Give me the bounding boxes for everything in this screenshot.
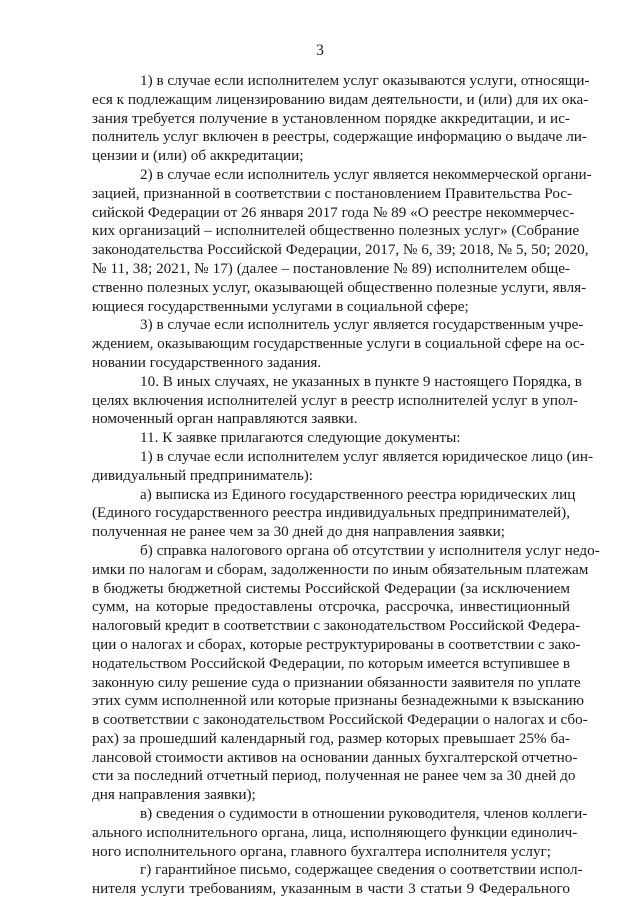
text-line: № 11, 38; 2021, № 17) (далее – постановление № 89) исполнителем обще- [92, 259, 570, 277]
text-line: дня направления заявки); [92, 786, 256, 804]
text-line: полученная не ранее чем за 30 дней до дня направления заявки; [92, 523, 505, 541]
paragraph [92, 541, 600, 805]
text-line: (Единого государственного реестра индивидуальных предпринимателей), [92, 504, 570, 522]
text-line: лансовой стоимости активов на основании данных бухгалтерской отчетно- [92, 748, 578, 766]
text-line: ственно полезных услуг, оказывающей общественно полезные услуги, явля- [92, 278, 587, 296]
text-line: зацией, признанной в соответствии с постановлением Правительства Рос- [92, 184, 573, 202]
text-line: нителя услуги требованиям, указанным в части 3 статьи 9 Федерального [92, 880, 570, 898]
text-line: ного исполнительного органа, главного бухгалтера исполнителя услуг; [92, 842, 552, 860]
page-number: 3 [316, 42, 324, 59]
text-line: полнитель услуг включен в реестры, содержащие информацию о выдаче ли- [92, 128, 587, 146]
text-line: номоченный орган направляются заявки. [92, 410, 358, 428]
text-line: законодательства Российской Федерации, 2017, № 6, 39; 2018, № 5, 50; 2020, [92, 241, 589, 259]
text-line: в) сведения о судимости в отношении руководителя, членов коллеги- [140, 805, 588, 823]
text-line: а) выписка из Единого государственного реестра юридических лиц [140, 485, 576, 503]
text-line: 10. В иных случаях, не указанных в пункте 9 настоящего Порядка, в [140, 372, 582, 390]
paragraph [92, 805, 588, 861]
paragraph [92, 316, 585, 372]
text-line: 3) в случае если исполнитель услуг является государственным учре- [140, 316, 584, 334]
paragraph [92, 485, 576, 542]
text-line: сийской Федерации от 26 января 2017 года № 89 «О реестре некоммерчес- [92, 203, 575, 221]
text-line: 1) в случае если исполнителем услуг является юридическое лицо (ин- [140, 447, 594, 465]
text-line: б) справка налогового органа об отсутствии у исполнителя услуг недо- [140, 541, 600, 559]
text-line: этих сумм исполненной или которые признаны безнадежными к взысканию [92, 692, 585, 710]
text-line: в соответствии с законодательством Российской Федерации о налогах и сбо- [92, 711, 588, 729]
text-line: в бюджеты бюджетной системы Российской Федерации (за исключением [92, 579, 570, 597]
text-line: ции о налогах и сборах, которые реструктурированы в соответствии с зако- [92, 635, 581, 653]
text-line: цензии и (или) об аккредитации; [92, 147, 304, 165]
text-line: ждением, оказывающим государственные услуги в социальной сфере на ос- [92, 335, 585, 353]
text-line: рах) за прошедший календарный год, размер которых превышает 25% ба- [92, 729, 570, 747]
text-line: имки по налогам и сборам, задолженности по иным обязательным платежам [92, 560, 589, 578]
text-line: 1) в случае если исполнителем услуг оказываются услуги, относящи- [140, 72, 590, 89]
paragraph [92, 372, 582, 429]
paragraph [92, 861, 583, 899]
text-line: зания требуется получение в установленном порядке аккредитации, и ис- [92, 109, 570, 127]
text-line: новании государственного задания. [92, 353, 322, 371]
text-line: налоговый кредит в соответствии с законодательством Российской Федера- [92, 617, 581, 635]
text-line: целях включения исполнителей услуг в реестр исполнителей услуг в упол- [92, 391, 578, 409]
text-line: сти за последний отчетный период, полученная не ранее чем за 30 дней до [92, 767, 576, 785]
text-line: сумм, на которые предоставлены отсрочка, рассрочка, инвестиционный [92, 598, 570, 616]
paragraph [92, 72, 590, 166]
text-line: еся к подлежащим лицензированию видам деятельности, и (или) для их ока- [92, 90, 589, 108]
text-line: дивидуальный предприниматель): [92, 466, 314, 484]
text-line: ющиеся государственными услугами в социальной сфере; [92, 297, 469, 315]
text-line: 2) в случае если исполнитель услуг является некоммерческой органи- [140, 165, 592, 183]
text-line: законную силу решение суда о признании обязанности заявителя по уплате [92, 673, 581, 691]
text-line: нодательством Российской Федерации, по которым имеется вступившее в [92, 654, 571, 672]
text-line: 11. К заявке прилагаются следующие документы: [140, 429, 461, 447]
text-line: ких организаций – исполнителей общественно полезных услуг» (Собрание [92, 222, 580, 240]
paragraph [92, 429, 570, 448]
paragraph [92, 165, 592, 316]
document-body [92, 72, 600, 899]
paragraph [92, 447, 594, 486]
text-line: ального исполнительного органа, лица, исполняющего функции единолич- [92, 823, 578, 841]
text-line: г) гарантийное письмо, содержащее сведения о соответствии испол- [140, 861, 583, 879]
